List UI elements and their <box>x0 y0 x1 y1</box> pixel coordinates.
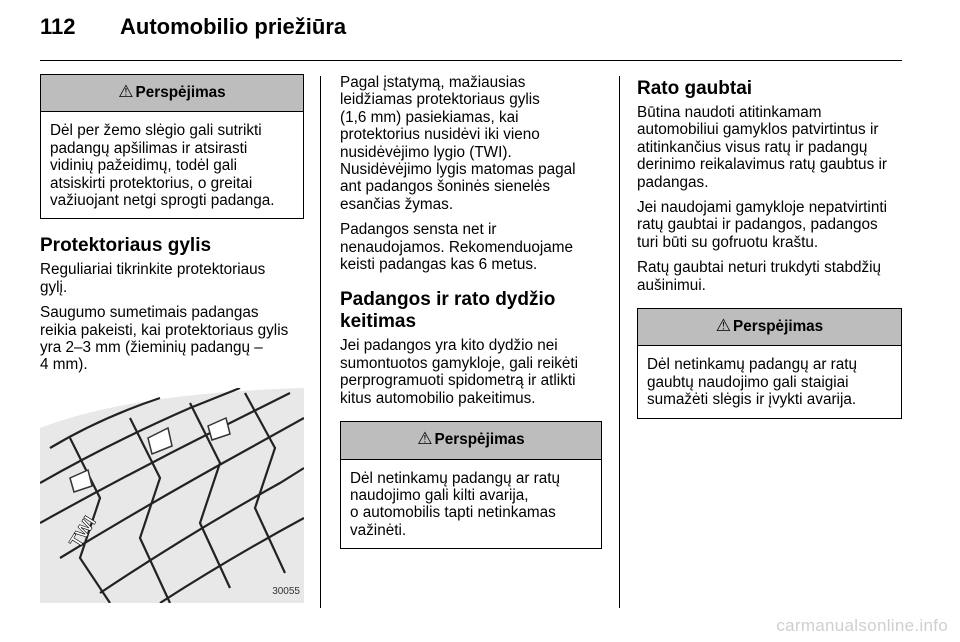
paragraph: Reguliariai tikrinkite protektoriaus gylį. <box>40 261 266 296</box>
header-rule <box>40 60 902 61</box>
warning-triangle-icon: ⚠ <box>715 316 732 336</box>
twi-marking: TWI <box>65 512 100 552</box>
paragraph: Ratų gaubtai neturi trukdyti stabdžių aušinimui. <box>637 259 882 294</box>
warning-box-2 <box>340 421 602 549</box>
warning-triangle-icon: ⚠ <box>417 429 433 449</box>
warning-triangle-icon: ⚠ <box>118 82 134 101</box>
column-3 <box>637 74 902 429</box>
warning-box-3 <box>637 308 902 419</box>
paragraph: Pagal įstatymą, mažiausias leidžiamas protektoriaus gylis (1,6 mm) pasiekiamas, kai protektorius nusidėvi iki vieno nusidėvėjimo lygio (TWI). Nusidėvėjimo lygis matomas pagal ant padangos šoninės sienelės esančias žymas. <box>340 74 576 213</box>
column-2 <box>340 74 602 559</box>
section-heading-wheel-covers: Rato gaubtai <box>637 78 753 99</box>
figure-number: 30055 <box>272 586 300 598</box>
tire-tread-illustration <box>40 388 304 603</box>
paragraph: Saugumo sumetimais padangas reikia pakeisti, kai protektoriaus gylis yra 2–3 mm (žieminių padangų – 4 mm). <box>40 304 289 374</box>
paragraph: Padangos sensta net ir nenaudojamos. Rekomenduojame keisti padangas kas 6 metus. <box>340 221 574 274</box>
warning-text: Dėl netinkamų padangų ar ratų naudojimo gali kilti avarija, o automobilis tapti netinkamas važinėti. <box>350 469 561 539</box>
watermark: carmanualsonline.info <box>776 616 948 635</box>
warning-label: Perspėjimas <box>135 84 226 101</box>
paragraph: Būtina naudoti atitinkamam automobiliui gamyklos patvirtintus ir atitinkančius visus ratų ir padangų derinimo reikalavimus ratų gaubtus ir padangas. <box>637 104 887 191</box>
tire-tread-figure <box>40 388 304 603</box>
column-divider-1 <box>320 76 321 608</box>
column-divider-2 <box>619 76 620 608</box>
section-heading-tire-size: Padangos ir rato dydžio keitimas <box>340 289 556 333</box>
paragraph: Jei padangos yra kito dydžio nei sumontuotos gamykloje, gali reikėti perprogramuoti spidometrą ir atlikti kitus automobilio pakeitimus. <box>340 337 579 407</box>
warning-label: Perspėjimas <box>733 318 824 336</box>
warning-text: Dėl netinkamų padangų ar ratų gaubtų naudojimo gali staigiai sumažėti slėgis ir įvykti avarija. <box>647 356 858 409</box>
page-title: Automobilio priežiūra <box>120 14 347 39</box>
warning-header <box>341 422 601 459</box>
warning-label: Perspėjimas <box>434 431 525 449</box>
page-number: 112 <box>40 14 76 39</box>
paragraph: Jei naudojami gamykloje nepatvirtinti ratų gaubtai ir padangos, padangos turi būti su gofruotu kraštu. <box>637 199 887 251</box>
warning-text: Dėl per žemo slėgio gali sutrikti padangų apšilimas ir atsirasti vidinių pažeidimų, todėl gali atsiskirti protektorius, o greitai važiuojant netgi sprogti padanga. <box>50 122 275 210</box>
warning-header <box>638 309 901 346</box>
warning-header <box>41 75 303 112</box>
column-1 <box>40 74 304 603</box>
section-heading-tread-depth: Protektoriaus gylis <box>40 235 212 257</box>
page-header <box>40 14 346 40</box>
warning-box-1 <box>40 74 304 219</box>
